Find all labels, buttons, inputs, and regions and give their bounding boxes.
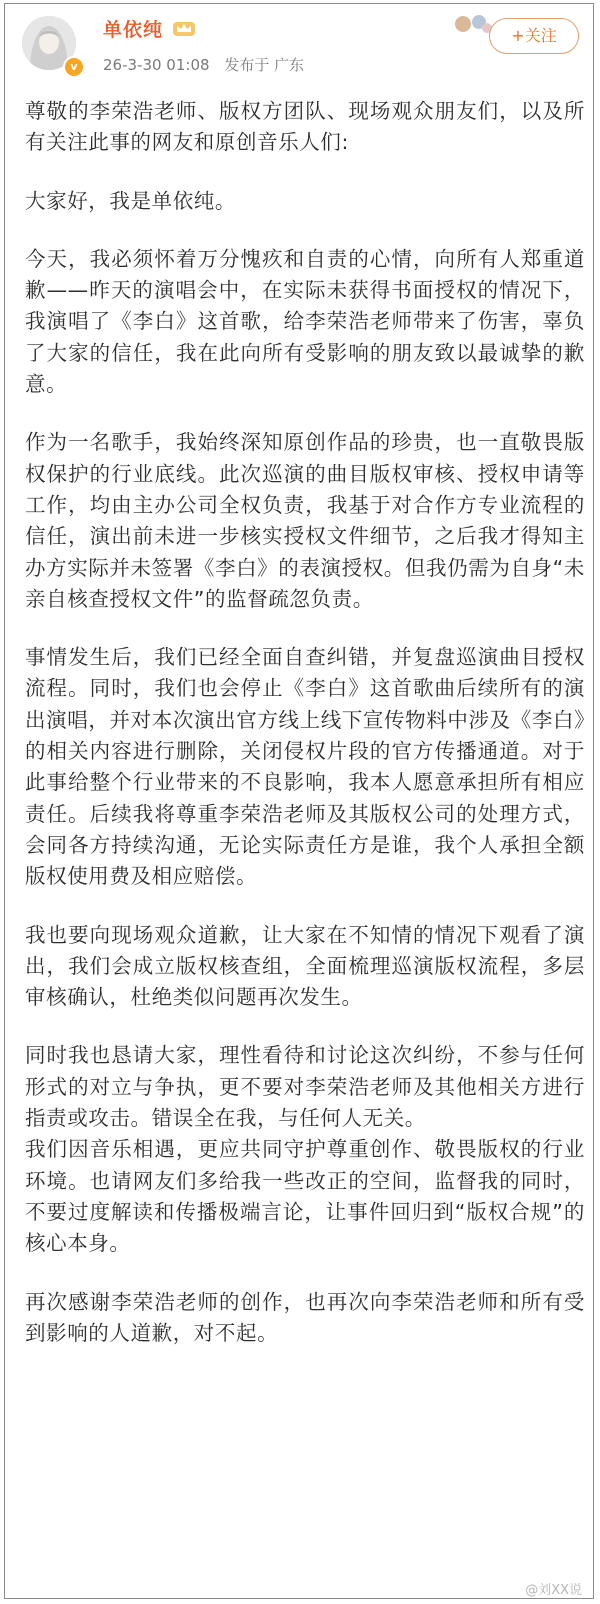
paragraph-explanation: 作为一名歌手，我始终深知原创作品的珍贵，也一直敬畏版权保护的行业底线。此次巡演的曲目版权审核、授权申请等工作，均由主办公司全权负责，我基于对合作方专业流程的信任，演出前未进一步核实授权文件细节，之后我才得知主办方实际并未签署《李白》的表演授权。但我仍需为自身“未亲自核查授权文件”的监督疏忽负责。 (25, 430, 585, 611)
post-header (5, 4, 593, 84)
post-meta (103, 54, 314, 75)
paragraph-apology: 今天，我必须怀着万分愧疚和自责的心情，向所有人郑重道歉——昨天的演唱会中，在实际未获得书面授权的情况下，我演唱了《李白》这首歌，给李荣浩老师带来了伤害，辜负了大家的信任，我在此向所有受影响的朋友致以最诚挚的歉意。 (25, 246, 585, 397)
paragraph-audience: 我也要向现场观众道歉，让大家在不知情的情况下观看了演出，我们会成立版权核查组，全面梳理巡演版权流程，多层审核确认，杜绝类似问题再次发生。 (25, 922, 585, 1010)
sticker-icon (453, 12, 493, 36)
follow-button[interactable]: +关注 (489, 18, 579, 54)
verified-badge-icon: v (63, 56, 85, 78)
post-text (25, 96, 585, 1376)
timestamp: 26-3-30 01:08 (103, 56, 210, 74)
name-row (103, 14, 197, 42)
paragraph-greeting: 尊敬的李荣浩老师、版权方团队、现场观众朋友们，以及所有关注此事的网友和原创音乐人们: (25, 99, 585, 155)
crown-badge-icon (171, 18, 197, 38)
paragraph-actions: 事情发生后，我们已经全面自查纠错，并复盘巡演曲目授权流程。同时，我们也会停止《李白》这首歌曲后续所有的演出演唱，并对本次演出官方线上线下宣传物料中涉及《李白》的相关内容进行删除，关闭侵权片段的官方传播通道。对于此事给整个行业带来的不良影响，我本人愿意承担所有相应责任。后续我将尊重李荣浩老师及其版权公司的处理方式，会同各方持续沟通，无论实际责任方是谁，我个人承担全额版权使用费及相应赔偿。 (25, 645, 585, 889)
post-card (4, 3, 594, 1599)
paragraph-intro: 大家好，我是单依纯。 (25, 188, 236, 213)
location: 发布于 广东 (224, 56, 305, 74)
user-name[interactable]: 单依纯 (103, 18, 164, 41)
watermark: @刘XX说 (525, 1583, 582, 1598)
paragraph-request: 同时我也恳请大家，理性看待和讨论这次纠纷，不参与任何形式的对立与争执，更不要对李荣浩老师及其他相关方进行指责或攻击。错误全在我，与任何人无关。 我们因音乐相遇，更应共同守护尊重创作、敬畏版权的行业环境。也请网友们多给我一些改正的空间，监督我的同时，不要过度解读和传播极端言论，让事件回归到“版权合规”的核心本身。 (25, 1043, 585, 1256)
paragraph-closing: 再次感谢李荣浩老师的创作，也再次向李荣浩老师和所有受到影响的人道歉，对不起。 (25, 1289, 585, 1345)
